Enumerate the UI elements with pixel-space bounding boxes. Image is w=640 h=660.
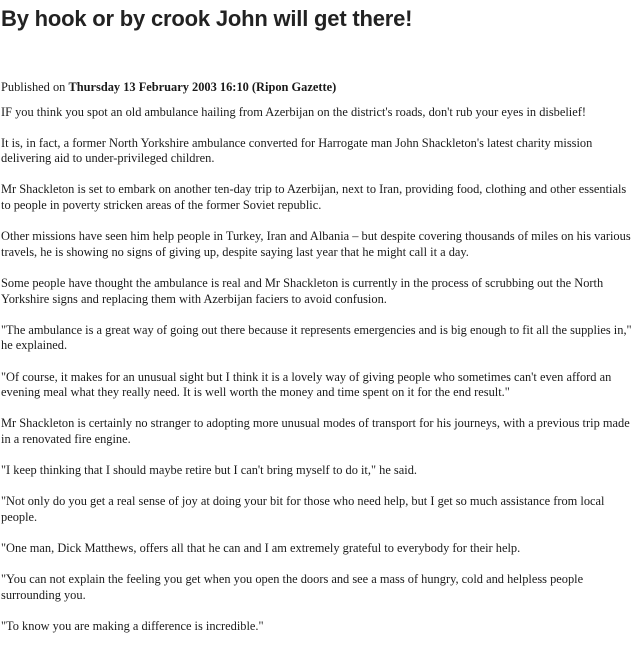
article-paragraph: It is, in fact, a former North Yorkshire ambulance converted for Harrogate man John Shackleton's latest charity mission delivering aid to under-privileged children. bbox=[1, 135, 593, 166]
article-paragraph: "To know you are making a difference is incredible." bbox=[1, 619, 264, 634]
article-paragraph: "Not only do you get a real sense of joy at doing your bit for those who need help, but I get so much assistance from local people. bbox=[1, 494, 605, 524]
article-paragraph: "You can not explain the feeling you get when you open the doors and see a mass of hungry, cold and helpless people surrounding you. bbox=[1, 572, 584, 602]
article-paragraph: "One man, Dick Matthews, offers all that he can and I am extremely grateful to everybody for their help. bbox=[1, 541, 521, 556]
article-paragraph: "Of course, it makes for an unusual sight but I think it is a lovely way of giving people who sometimes can't even afford an evening meal what they really need. It is well worth the money and time spent on it for the end result." bbox=[1, 369, 612, 400]
byline bbox=[1, 80, 640, 96]
article-paragraph: "I keep thinking that I should maybe retire but I can't bring myself to do it," he said. bbox=[1, 463, 417, 478]
article-paragraph: "The ambulance is a great way of going out there because it represents emergencies and is big enough to fit all the supplies in," he explained. bbox=[1, 322, 632, 353]
article-paragraph: Mr Shackleton is certainly no stranger to adopting more unusual modes of transport for his journeys, with a previous trip made in a renovated fire engine. bbox=[1, 416, 630, 446]
article-paragraph: IF you think you spot an old ambulance hailing from Azerbijan on the district's roads, don't rub your eyes in disbelief! bbox=[1, 104, 586, 119]
article-paragraph: Other missions have seen him help people in Turkey, Iran and Albania – but despite covering thousands of miles on his various travels, he is showing no signs of giving up, despite saying last year that he might call it a day. bbox=[1, 229, 631, 259]
article-paragraph: Some people have thought the ambulance is real and Mr Shackleton is currently in the process of scrubbing out the North Yorkshire signs and replacing them with Azerbijan faciers to avoid confusion. bbox=[1, 276, 604, 306]
article-headline: By hook or by crook John will get there! bbox=[1, 6, 413, 31]
byline-prefix: Published on bbox=[1, 80, 69, 94]
byline-date-source: Thursday 13 February 2003 16:10 (Ripon Gazette) bbox=[68, 80, 337, 94]
article-paragraph: Mr Shackleton is set to embark on another ten-day trip to Azerbijan, next to Iran, providing food, clothing and other essentials to people in poverty stricken areas of the former Soviet republic. bbox=[1, 182, 627, 213]
